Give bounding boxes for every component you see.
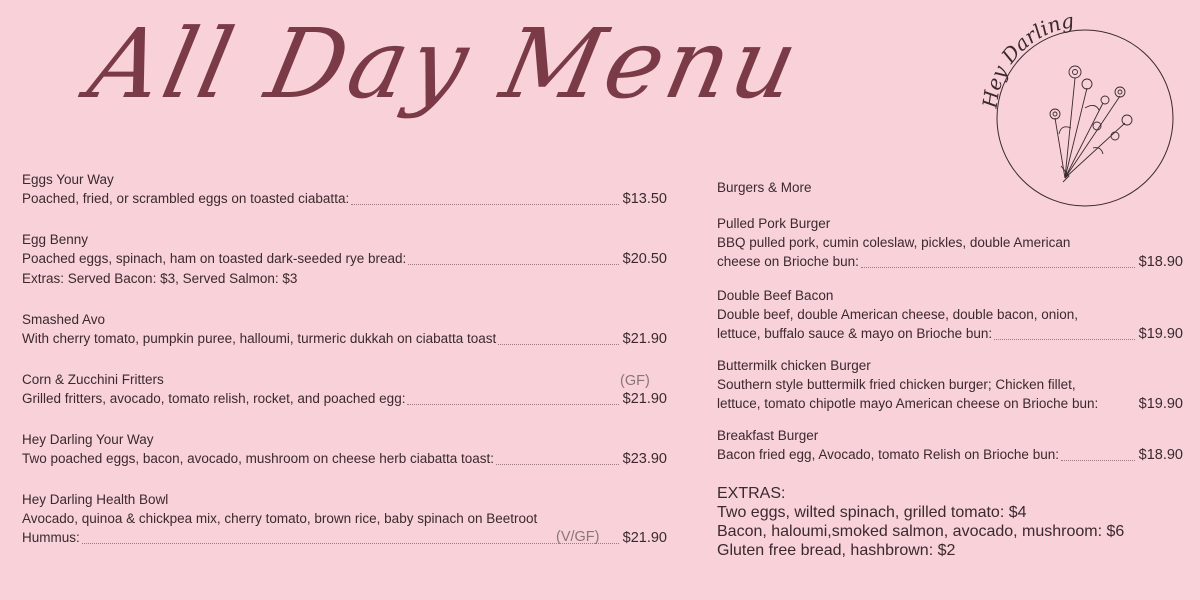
item-description: Avocado, quinoa & chickpea mix, cherry tomato, brown rice, baby spinach on Beetroot [22,511,538,526]
item-description: Bacon fried egg, Avocado, tomato Relish on Brioche bun: [717,447,1059,462]
item-description-price-row [717,445,1183,465]
item-description: Poached, fried, or scrambled eggs on toasted ciabatta: [22,191,350,206]
item-description-row [22,509,667,528]
item-name: Buttermilk chicken Burger [717,358,871,373]
extras-line: Bacon, haloumi,smoked salmon, avocado, mushroom: $6 [717,523,1125,540]
item-price: $19.90 [1138,326,1183,342]
item-description: Two poached eggs, bacon, avocado, mushroom on cheese herb ciabatta toast: [22,451,495,466]
item-description: BBQ pulled pork, cumin coleslaw, pickles, double American [717,235,1071,250]
item-extras: Extras: Served Bacon: $3, Served Salmon: $3 [22,271,298,286]
menu-item [22,170,667,209]
extras-line: Gluten free bread, hashbrown: $2 [717,542,956,559]
item-description: Southern style buttermilk fried chicken burger; Chicken fillet, [717,377,1076,392]
item-description: lettuce, buffalo sauce & mayo on Brioche bun: [717,326,993,341]
dotted-leader [498,343,618,345]
dotted-leader [351,203,618,205]
dotted-leader [82,542,619,544]
menu-item [22,310,667,349]
extras-heading: EXTRAS: [717,485,786,502]
item-description: Double beef, double American cheese, double bacon, onion, [717,307,1079,322]
item-price: $21.90 [622,331,667,347]
menu-item [717,214,1183,272]
item-name: Hey Darling Your Way [22,432,154,447]
item-price: $18.90 [1138,254,1183,270]
item-description: Hummus: [22,530,80,545]
item-description-price-row [22,329,667,349]
menu-item [717,426,1183,465]
item-description-row [717,233,1183,252]
item-name: Pulled Pork Burger [717,216,831,231]
dotted-leader [408,263,618,265]
item-price: $21.90 [622,530,667,546]
dotted-leader [861,266,1135,268]
dotted-leader [1061,459,1135,461]
item-description: Grilled fritters, avocado, tomato relish, rocket, and poached egg: [22,391,406,406]
section-heading-burgers: Burgers & More [717,180,812,195]
item-price: $18.90 [1138,447,1183,463]
item-name: Egg Benny [22,232,89,247]
item-name: Corn & Zucchini Fritters [22,372,164,387]
item-name: Eggs Your Way [22,172,114,187]
menu-title: All Day Menu [80,8,811,120]
item-description-price-row [717,394,1183,414]
item-description: lettuce, tomato chipotle mayo American cheese on Brioche bun: [717,396,1099,411]
menu-item [717,286,1183,344]
item-description-price-row [717,324,1183,344]
hey-darling-logo [975,8,1180,213]
dotted-leader [496,463,619,465]
item-price: $19.90 [1138,396,1183,412]
item-name: Smashed Avo [22,312,106,327]
dietary-tag: (GF) [620,373,650,389]
item-price: $21.90 [622,391,667,407]
item-description-row [717,375,1183,394]
flower-bouquet-icon [1050,66,1132,182]
dietary-tag: (V/GF) [556,529,600,545]
item-description: cheese on Brioche bun: [717,254,859,269]
item-description: With cherry tomato, pumpkin puree, halloumi, turmeric dukkah on ciabatta toast [22,331,497,346]
menu-item [22,370,667,409]
menu-item [22,430,667,469]
item-price: $13.50 [622,191,667,207]
item-name: Double Beef Bacon [717,288,834,303]
menu-item [717,356,1183,414]
item-description-row [717,305,1183,324]
item-description-price-row [22,389,667,409]
menu-item [22,490,667,548]
item-description: Poached eggs, spinach, ham on toasted dark-seeded rye bread: [22,251,407,266]
item-name: Breakfast Burger [717,428,819,443]
item-description-price-row [22,449,667,469]
item-name: Hey Darling Health Bowl [22,492,169,507]
dotted-leader [994,338,1134,340]
item-description-price-row [717,252,1183,272]
item-description-price-row [22,189,667,209]
logo-text: Hey Darling [977,8,1076,110]
item-price: $20.50 [622,251,667,267]
item-description-price-row [22,249,667,269]
item-price: $23.90 [622,451,667,467]
menu-item [22,230,667,288]
dotted-leader [407,403,618,405]
extras-block [717,484,1124,560]
extras-line: Two eggs, wilted spinach, grilled tomato: $4 [717,504,1027,521]
